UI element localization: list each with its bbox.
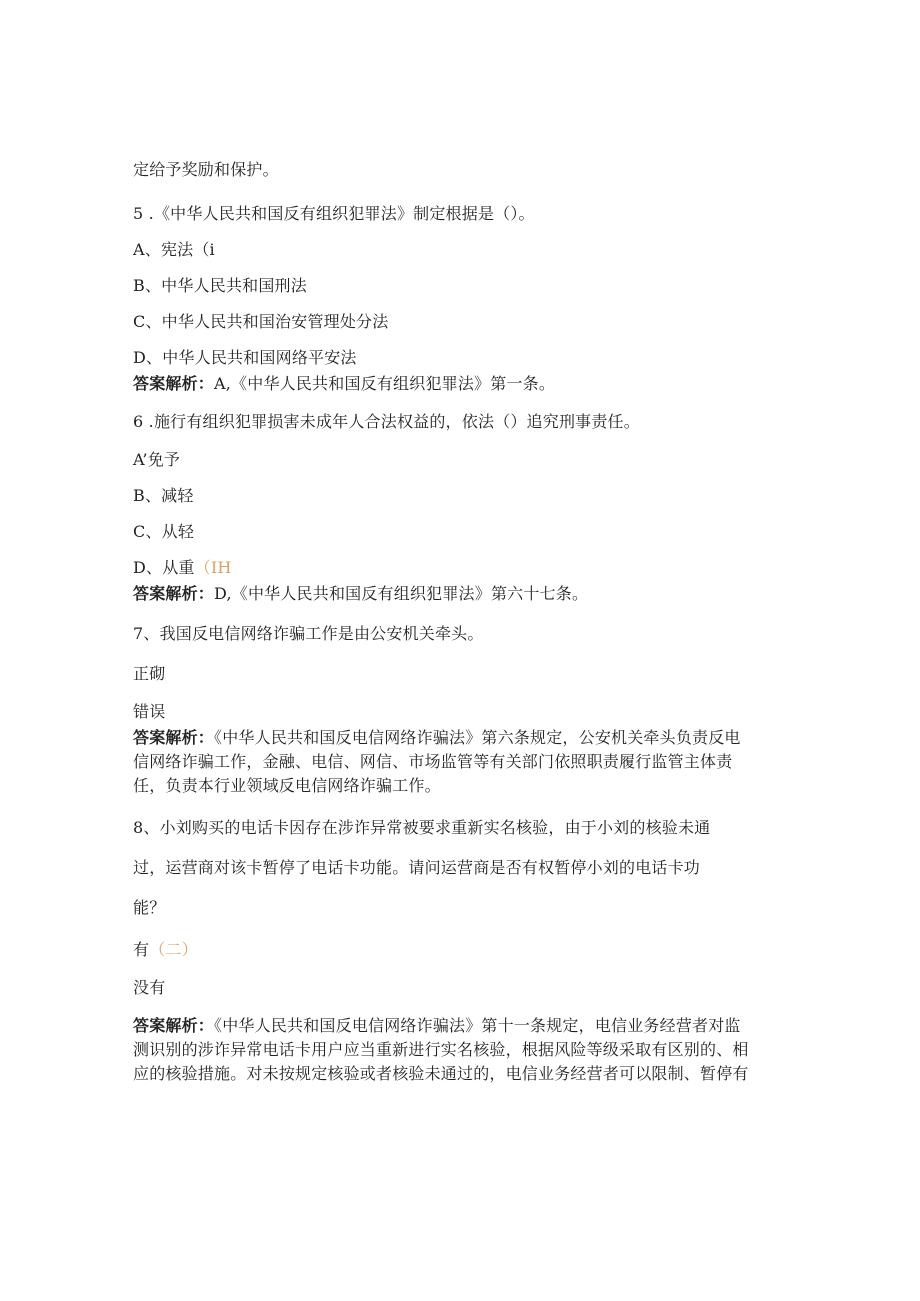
q7-question: 7、我国反电信网络诈骗工作是由公安机关牵头。 <box>133 624 484 643</box>
q7-option-a: 正砌 <box>133 664 166 683</box>
q6-answer <box>133 582 793 606</box>
q5-option-d: D、中华人民共和国网络平安法 <box>133 348 357 367</box>
intro-line: 定给予奖励和保护。 <box>133 160 279 179</box>
q5-option-b: B、中华人民共和国刑法 <box>133 276 307 295</box>
q8-option-a-text: 有 <box>133 940 150 959</box>
q8-answer-line-3: 应的核验措施。对未按规定核验或者核验未通过的，电信业务经营者可以限制、暂停有 <box>133 1064 749 1083</box>
q7-option-b: 错误 <box>133 702 166 721</box>
q8-question-line-1: 8、小刘购买的电话卡因存在涉诈异常被要求重新实名核验，由于小刘的核验未通 <box>133 818 711 837</box>
q7-answer-line-1: 《中华人民共和国反电信网络诈骗法》第六条规定，公安机关牵头负责反电 <box>214 728 741 747</box>
q7-answer-line-3: 任，负责本行业领域反电信网络诈骗工作。 <box>133 776 441 795</box>
q8-answer-label: 答案解析： <box>133 1016 215 1035</box>
q8-option-b: 没有 <box>133 978 166 997</box>
q7-answer-label: 答案解析： <box>133 728 215 747</box>
q8-option-a <box>133 938 793 962</box>
q5-answer-label: 答案解析： <box>133 374 215 393</box>
q8-answer <box>133 1014 793 1086</box>
q7-answer <box>133 726 793 798</box>
q6-option-d-mark: （IH <box>194 558 232 577</box>
q8-option-a-mark: （二） <box>149 940 198 959</box>
q6-question: 6 .施行有组织犯罪损害未成年人合法权益的，依法（）追究刑事责任。 <box>133 412 640 431</box>
q6-option-c: C、从轻 <box>133 522 195 541</box>
q8-question-line-3: 能？ <box>133 898 166 917</box>
q6-option-a: A’免予 <box>133 450 181 469</box>
q5-answer-text: A,《中华人民共和国反有组织犯罪法》第一条。 <box>214 374 556 393</box>
q8-question-line-2: 过，运营商对该卡暂停了电话卡功能。请问运营商是否有权暂停小刘的电话卡功 <box>133 858 701 877</box>
document-page <box>133 158 793 1086</box>
q7-answer-line-2: 信网络诈骗工作，金融、电信、网信、市场监管等有关部门依照职责履行监管主体责 <box>133 752 733 771</box>
q8-answer-line-1: 《中华人民共和国反电信网络诈骗法》第十一条规定，电信业务经营者对监 <box>214 1016 741 1035</box>
q5-question: 5 .《中华人民共和国反有组织犯罪法》制定根据是（）。 <box>133 204 535 223</box>
q6-option-d <box>133 556 793 580</box>
q8-answer-line-2: 测识别的涉诈异常电话卡用户应当重新进行实名核验，根据风险等级采取有区别的、相 <box>133 1040 749 1059</box>
q6-answer-text: D,《中华人民共和国反有组织犯罪法》第六十七条。 <box>214 584 589 603</box>
q6-answer-label: 答案解析： <box>133 584 215 603</box>
q5-option-a: A、宪法（i <box>133 240 215 259</box>
q5-option-c: C、中华人民共和国治安管理处分法 <box>133 312 389 331</box>
q6-option-b: B、减轻 <box>133 486 194 505</box>
q5-answer <box>133 372 793 396</box>
q6-option-d-text: D、从重 <box>133 558 195 577</box>
